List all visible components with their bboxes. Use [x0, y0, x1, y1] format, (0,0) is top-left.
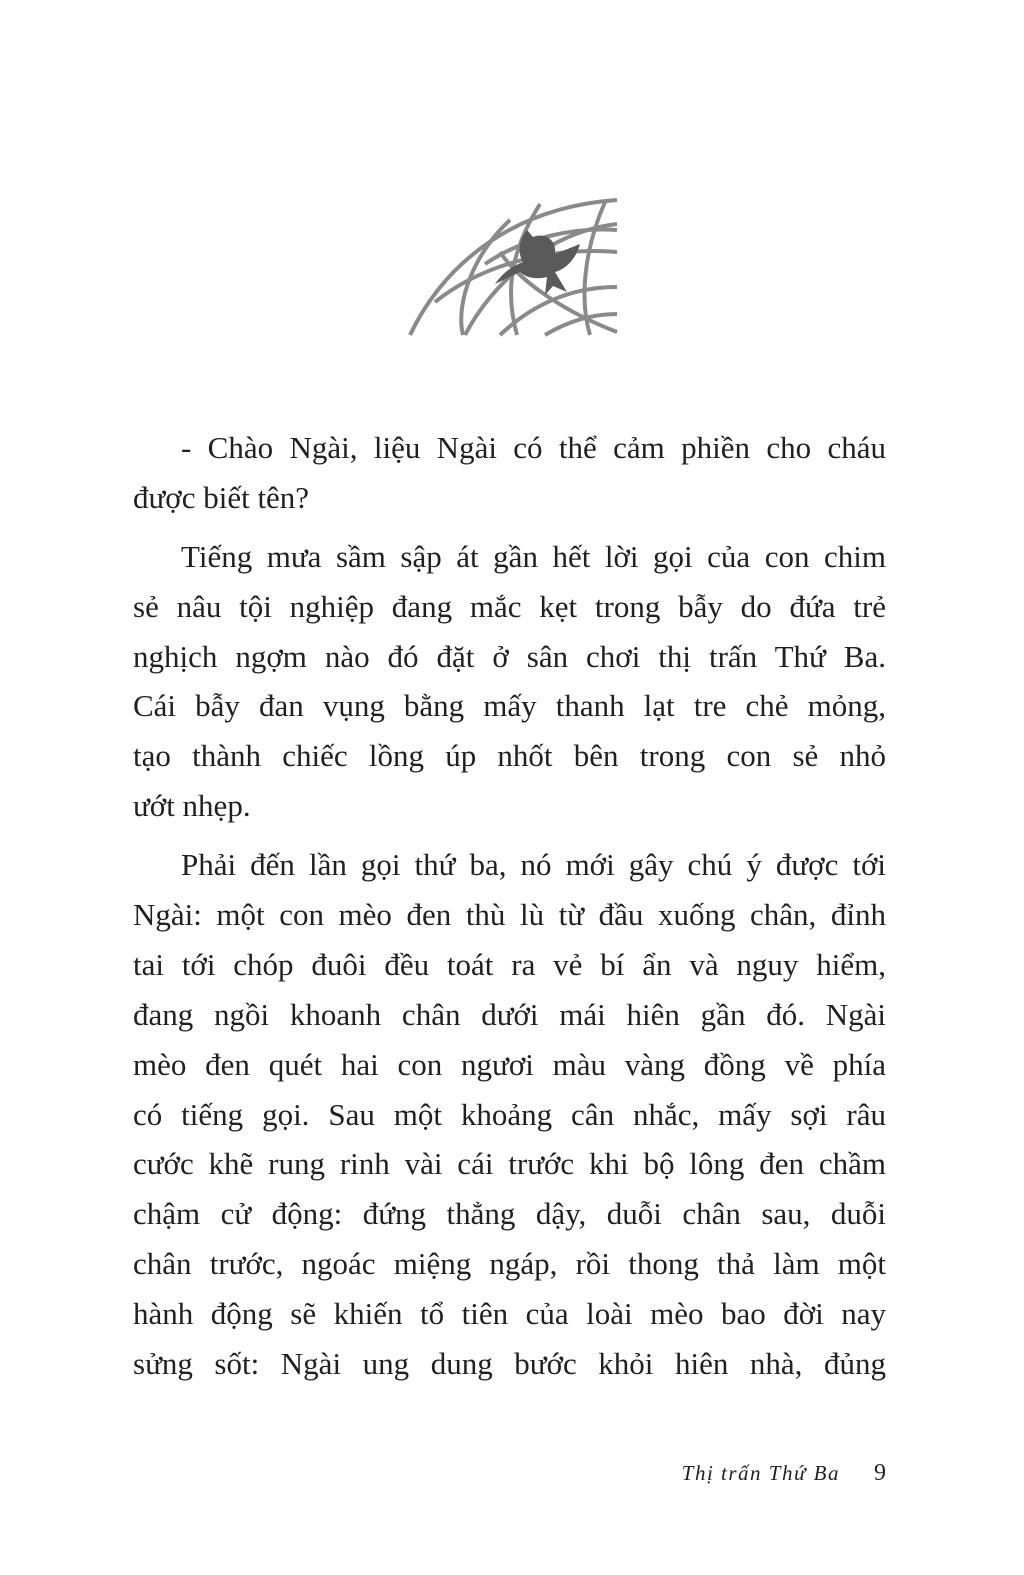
paragraph: [133, 423, 886, 523]
text-line: được biết tên?: [133, 479, 310, 515]
text-line: tạo thành chiếc lồng úp nhốt bên trong con sẻ nhỏ: [133, 738, 886, 774]
text-line: chậm cử động: đứng thẳng dậy, duỗi chân sau, duỗi: [133, 1196, 886, 1232]
text-line: ướt nhẹp.: [133, 788, 251, 824]
text-line: - Chào Ngài, liệu Ngài có thể cảm phiền cho cháu: [181, 430, 886, 465]
text-line: sẻ nâu tội nghiệp đang mắc kẹt trong bẫy do đứa trẻ: [133, 588, 886, 624]
text-line: Ngài: một con mèo đen thù lù từ đầu xuống chân, đỉnh: [133, 897, 886, 933]
text-line: cước khẽ rung rinh vài cái trước khi bộ lông đen chầm: [133, 1146, 886, 1182]
page-footer: [682, 1460, 886, 1487]
paragraph: [133, 840, 886, 1389]
page-number: 9: [874, 1460, 886, 1486]
text-line: Phải đến lần gọi thứ ba, nó mới gây chú ý được tới: [181, 847, 886, 883]
text-line: mèo đen quét hai con ngươi màu vàng đồng về phía: [133, 1046, 886, 1082]
paragraph: [133, 532, 886, 831]
text-line: Cái bẫy đan vụng bằng mấy thanh lạt tre chẻ mỏng,: [133, 688, 886, 724]
text-line: đang ngồi khoanh chân dưới mái hiên gần đó. Ngài: [133, 996, 886, 1032]
text-line: chân trước, ngoác miệng ngáp, rồi thong thả làm một: [133, 1246, 886, 1282]
text-line: nghịch ngợm nào đó đặt ở sân chơi thị trấn Thứ Ba.: [133, 638, 886, 674]
text-line: có tiếng gọi. Sau một khoảng cân nhắc, mấy sợi râu: [133, 1096, 886, 1132]
text-line: tai tới chóp đuôi đều toát ra vẻ bí ẩn và nguy hiểm,: [133, 946, 886, 982]
text-line: Tiếng mưa sầm sập át gần hết lời gọi của con chim: [181, 538, 886, 574]
text-line: hành động sẽ khiến tổ tiên của loài mèo bao đời nay: [133, 1296, 886, 1332]
bird-globe-illustration: [405, 192, 620, 340]
text-line: sửng sốt: Ngài ung dung bước khỏi hiên nhà, đủng: [133, 1346, 886, 1382]
body-text: [133, 423, 886, 1398]
running-title: Thị trấn Thứ Ba: [681, 1461, 840, 1485]
